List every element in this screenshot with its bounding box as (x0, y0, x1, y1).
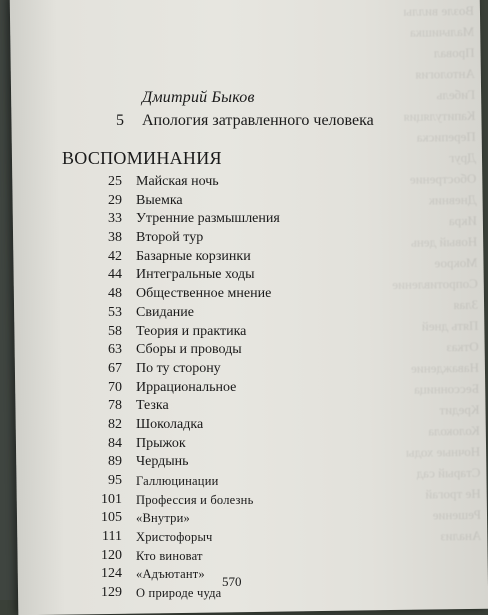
toc-title: Галлюцинации (136, 474, 219, 488)
toc-title: Иррациональное (136, 379, 237, 395)
toc-page-number: 82 (108, 416, 122, 432)
toc-entry (96, 229, 356, 248)
toc-entry (96, 341, 356, 360)
toc-entry (96, 285, 356, 304)
toc-entry (96, 453, 356, 472)
toc-page-number: 129 (101, 585, 122, 601)
toc-page-number: 33 (108, 211, 122, 227)
toc-title: Майская ночь (136, 174, 219, 189)
toc-page-number: 89 (108, 454, 122, 470)
toc-entry (96, 435, 356, 454)
toc-title: Базарные корзинки (136, 248, 251, 264)
toc-page-number: 5 (116, 112, 124, 129)
toc-entry (96, 416, 356, 435)
toc-page-number: 48 (108, 286, 122, 302)
toc-entry (96, 379, 356, 398)
toc-page-number: 25 (108, 174, 122, 189)
toc-title: Чердынь (136, 454, 189, 470)
toc-entry (96, 192, 356, 211)
toc-page-number: 111 (102, 529, 122, 545)
toc-page-number: 84 (108, 435, 122, 451)
toc-entry (96, 304, 356, 323)
toc-page-number: 101 (101, 491, 122, 507)
author-name: Дмитрий Быков (142, 89, 255, 106)
toc-title: Второй тур (136, 230, 204, 246)
toc-entry (96, 509, 356, 528)
toc-page-number: 63 (108, 342, 122, 358)
toc-title: Сборы и проводы (136, 342, 242, 358)
show-through-text: Возле виллы Мальчишка Провал Антология Гибель Капитуляция Переписка Друг Обострение Дневник Икра Новый день Мокрое Сопротивление Злая Пять дней Отказ Наваждение Бессонница Кредит Колокола Ночные ходы Старый сад Не трогай Решение Анализ (392, 2, 482, 544)
page-number: 570 (222, 574, 242, 589)
toc-entry (96, 210, 356, 229)
toc-entry (96, 528, 356, 547)
toc-page-number: 120 (101, 547, 122, 563)
toc-list (96, 173, 356, 603)
toc-page-number: 38 (108, 230, 122, 246)
toc-page-number: 67 (108, 360, 122, 376)
toc-entry (96, 547, 356, 566)
section-title: ВОСПОМИНАНИЯ (62, 148, 222, 168)
toc-title: Апология затравленного человека (142, 112, 374, 129)
toc-title: Общественное мнение (136, 286, 272, 302)
toc-entry (96, 491, 356, 510)
toc-page-number: 78 (108, 398, 122, 414)
toc-page-number: 95 (108, 473, 122, 488)
toc-title: «Внутри» (136, 511, 190, 526)
toc-entry (96, 323, 356, 342)
toc-entry (102, 112, 422, 130)
toc-entry (96, 248, 356, 267)
toc-title: Утренние размышления (136, 211, 280, 227)
toc-entry (96, 266, 356, 285)
toc-page-number: 29 (108, 192, 122, 208)
toc-entry (96, 397, 356, 416)
toc-page-number: 58 (108, 323, 122, 339)
toc-title: Свидание (136, 304, 194, 320)
toc-page-number: 53 (108, 304, 122, 320)
toc-entry (96, 173, 356, 192)
toc-title: По ту сторону (136, 360, 221, 376)
toc-entry (96, 360, 356, 379)
toc-title: Интегральные ходы (136, 267, 255, 283)
toc-entry (96, 472, 356, 491)
toc-page-number: 42 (108, 248, 122, 264)
toc-title: «Адъютант» (136, 567, 205, 582)
toc-page-number: 105 (101, 510, 122, 526)
toc-title: Выемка (136, 192, 183, 208)
toc-title: Христофорыч (136, 530, 213, 545)
toc-page-number: 124 (101, 566, 122, 582)
toc-title: Прыжок (136, 435, 186, 451)
toc-page-number: 44 (108, 267, 122, 283)
toc-page-number: 70 (108, 379, 122, 395)
toc-title: Профессия и болезнь (136, 492, 254, 507)
toc-title: О природе чуда (136, 586, 222, 601)
toc-title: Шоколадка (136, 416, 204, 432)
toc-title: Тезка (136, 398, 169, 414)
toc-title: Теория и практика (136, 323, 247, 339)
toc-title: Кто виноват (136, 548, 203, 563)
